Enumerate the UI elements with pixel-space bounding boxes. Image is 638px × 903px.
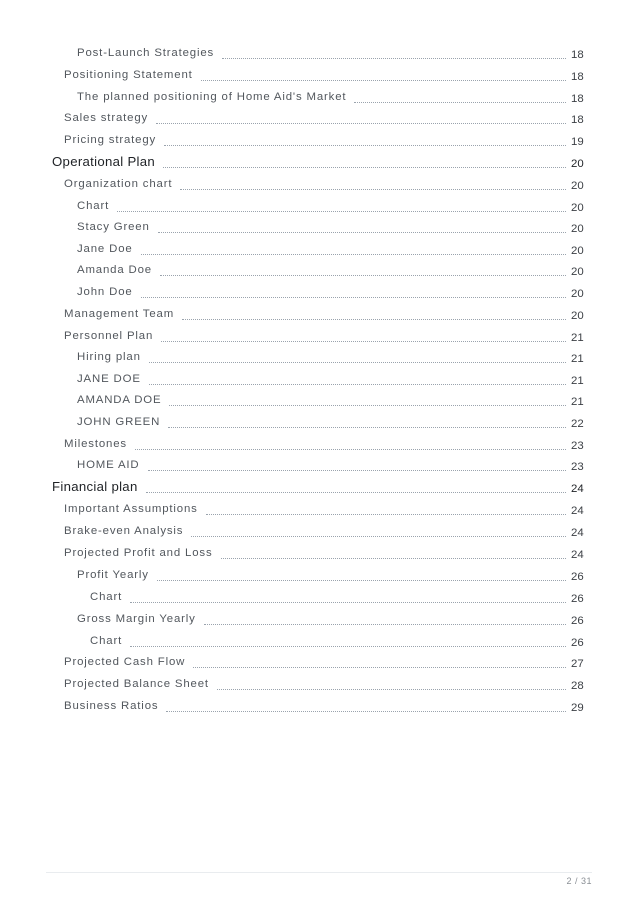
toc-entry-label: Projected Profit and Loss (64, 547, 213, 559)
toc-leader-dots (163, 167, 566, 168)
toc-leader-dots (204, 624, 566, 625)
toc-page-number: 21 (571, 396, 584, 408)
toc-entry[interactable] (0, 261, 638, 281)
toc-entry-label: Important Assumptions (64, 503, 198, 515)
toc-leader-dots (221, 558, 566, 559)
toc-entry-label: Brake-even Analysis (64, 525, 184, 537)
toc-entry-label: Projected Balance Sheet (64, 678, 209, 690)
toc-entry-label: Profit Yearly (77, 569, 149, 581)
toc-section-heading[interactable] (0, 153, 638, 173)
toc-entry[interactable] (0, 522, 638, 542)
toc-page-number: 19 (571, 136, 584, 148)
toc-leader-dots (117, 211, 566, 212)
toc-page-number: 21 (571, 375, 584, 387)
toc-page-number: 20 (571, 266, 584, 278)
toc-leader-dots (149, 362, 566, 363)
toc-entry[interactable] (0, 456, 638, 476)
toc-leader-dots (354, 102, 566, 103)
toc-leader-dots (158, 232, 566, 233)
toc-entry[interactable] (0, 283, 638, 303)
toc-entry[interactable] (0, 327, 638, 347)
toc-entry[interactable] (0, 675, 638, 695)
toc-leader-dots (141, 297, 566, 298)
toc-page-number: 23 (571, 440, 584, 452)
toc-page-number: 24 (571, 505, 584, 517)
toc-page-number: 20 (571, 223, 584, 235)
toc-page-number: 26 (571, 637, 584, 649)
toc-entry-label: Business Ratios (64, 700, 159, 712)
toc-leader-dots (169, 405, 566, 406)
toc-entry[interactable] (0, 305, 638, 325)
toc-page-number: 24 (571, 483, 584, 495)
toc-entry[interactable] (0, 370, 638, 390)
toc-page-number: 26 (571, 593, 584, 605)
toc-page-number: 21 (571, 353, 584, 365)
toc-page-number: 20 (571, 158, 584, 170)
toc-entry[interactable] (0, 131, 638, 151)
toc-entry[interactable] (0, 175, 638, 195)
toc-entry-label: Chart (77, 200, 110, 212)
toc-entry-label: Chart (90, 591, 123, 603)
toc-entry-label: Stacy Green (77, 221, 150, 233)
toc-page-number: 20 (571, 288, 584, 300)
toc-page-number: 18 (571, 49, 584, 61)
footer-divider (46, 872, 592, 873)
toc-leader-dots (222, 58, 566, 59)
toc-entry-label: JOHN GREEN (77, 416, 161, 428)
toc-entry-label: Post-Launch Strategies (77, 47, 215, 59)
toc-leader-dots (141, 254, 566, 255)
toc-entry-label: Financial plan (52, 479, 138, 494)
toc-leader-dots (148, 470, 566, 471)
toc-page-number: 20 (571, 310, 584, 322)
toc-page-number: 18 (571, 93, 584, 105)
toc-page-number: 26 (571, 571, 584, 583)
toc-entry[interactable] (0, 66, 638, 86)
toc-page-number: 24 (571, 527, 584, 539)
toc-leader-dots (217, 689, 566, 690)
toc-entry-label: Gross Margin Yearly (77, 613, 196, 625)
toc-leader-dots (135, 449, 566, 450)
toc-page-number: 21 (571, 332, 584, 344)
toc-page-number: 20 (571, 245, 584, 257)
toc-entry[interactable] (0, 391, 638, 411)
toc-entry[interactable] (0, 44, 638, 64)
toc-entry[interactable] (0, 632, 638, 652)
toc-entry-label: HOME AID (77, 459, 140, 471)
toc-entry-label: Jane Doe (77, 243, 133, 255)
toc-entry-label: AMANDA DOE (77, 394, 162, 406)
toc-page-number: 24 (571, 549, 584, 561)
toc-section-heading[interactable] (0, 478, 638, 498)
toc-page-number: 22 (571, 418, 584, 430)
toc-entry[interactable] (0, 435, 638, 455)
toc-entry[interactable] (0, 653, 638, 673)
toc-leader-dots (157, 580, 566, 581)
toc-entry-label: Management Team (64, 308, 175, 320)
toc-page-number: 18 (571, 114, 584, 126)
toc-entry[interactable] (0, 566, 638, 586)
toc-leader-dots (180, 189, 566, 190)
toc-entry-label: John Doe (77, 286, 133, 298)
toc-leader-dots (164, 145, 566, 146)
toc-leader-dots (168, 427, 566, 428)
page-indicator: 2 / 31 (566, 876, 592, 886)
toc-page-number: 28 (571, 680, 584, 692)
toc-entry[interactable] (0, 88, 638, 108)
toc-entry-label: Amanda Doe (77, 264, 152, 276)
toc-entry[interactable] (0, 413, 638, 433)
toc-leader-dots (149, 384, 566, 385)
toc-leader-dots (161, 341, 566, 342)
toc-page-number: 23 (571, 461, 584, 473)
toc-entry[interactable] (0, 240, 638, 260)
toc-leader-dots (201, 80, 566, 81)
toc-leader-dots (191, 536, 566, 537)
toc-entry-label: Operational Plan (52, 154, 156, 169)
toc-leader-dots (160, 275, 566, 276)
toc-page-number: 18 (571, 71, 584, 83)
toc-leader-dots (166, 711, 566, 712)
toc-leader-dots (146, 492, 566, 493)
toc-entry[interactable] (0, 197, 638, 217)
toc-entry-label: Milestones (64, 438, 127, 450)
toc-entry[interactable] (0, 109, 638, 129)
toc-entry-label: The planned positioning of Home Aid's Market (77, 91, 347, 103)
toc-entry[interactable] (0, 218, 638, 238)
toc-page-number: 27 (571, 658, 584, 670)
toc-entry[interactable] (0, 500, 638, 520)
toc-leader-dots (206, 514, 566, 515)
toc-entry-label: Sales strategy (64, 112, 149, 124)
toc-page-number: 29 (571, 702, 584, 714)
toc-leader-dots (182, 319, 566, 320)
toc-entry-label: JANE DOE (77, 373, 141, 385)
toc-entry[interactable] (0, 610, 638, 630)
toc-leader-dots (156, 123, 566, 124)
toc-entry[interactable] (0, 588, 638, 608)
toc-entry[interactable] (0, 697, 638, 717)
toc-entry-label: Hiring plan (77, 351, 141, 363)
toc-entry-label: Positioning Statement (64, 69, 193, 81)
toc-entry-label: Projected Cash Flow (64, 656, 186, 668)
toc-entry[interactable] (0, 544, 638, 564)
toc-entry-label: Organization chart (64, 178, 173, 190)
toc-page-number: 20 (571, 202, 584, 214)
toc-entry-label: Pricing strategy (64, 134, 157, 146)
toc-entry-label: Chart (90, 635, 123, 647)
toc-leader-dots (130, 646, 566, 647)
toc-page-number: 26 (571, 615, 584, 627)
toc-entry[interactable] (0, 348, 638, 368)
toc-entry-label: Personnel Plan (64, 330, 154, 342)
toc-leader-dots (130, 602, 566, 603)
toc-page-number: 20 (571, 180, 584, 192)
toc-leader-dots (193, 667, 566, 668)
